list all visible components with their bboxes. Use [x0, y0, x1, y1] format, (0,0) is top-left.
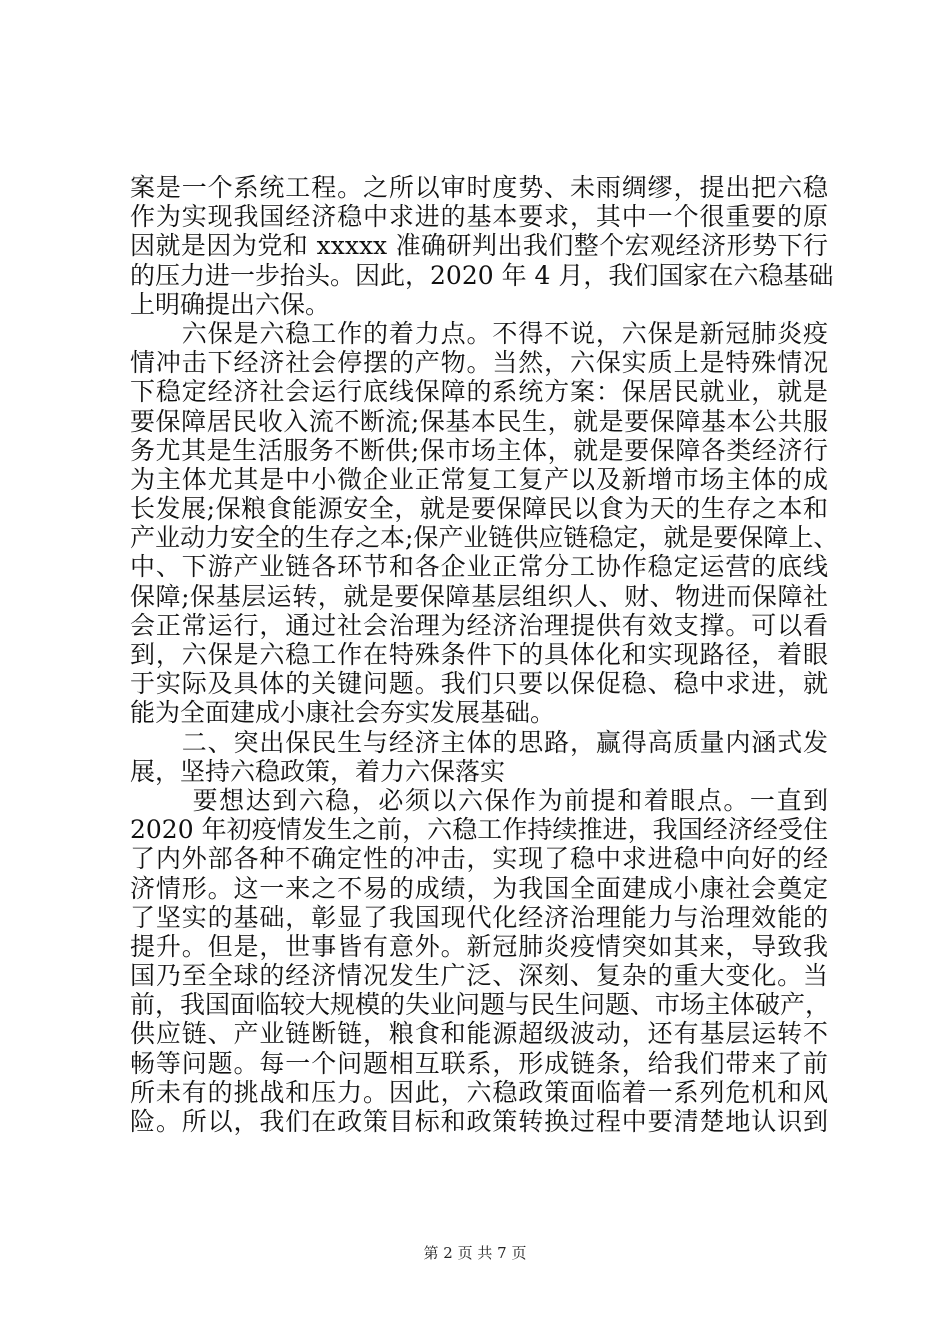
text-line: 的压力进一步抬头。因此，2020 年 4 月，我们国家在六稳基础 — [130, 260, 834, 290]
document-body — [130, 173, 839, 1136]
text-line: 保障;保基层运转，就是要保障基层组织人、财、物进而保障社 — [130, 581, 828, 611]
text-line: 所未有的挑战和压力。因此，六稳政策面临着一系列危机和风 — [130, 1077, 828, 1107]
text-line: 案是一个系统工程。之所以审时度势、未雨绸缪，提出把六稳 — [130, 173, 828, 202]
text-line: 畅等问题。每一个问题相互联系，形成链条，给我们带来了前 — [130, 1048, 828, 1078]
text-line: 产业动力安全的生存之本;保产业链供应链稳定，就是要保障上、 — [130, 523, 839, 553]
text-line: 中、下游产业链各环节和各企业正常分工协作稳定运营的底线 — [130, 552, 828, 582]
text-line: 到，六保是六稳工作在特殊条件下的具体化和实现路径，着眼 — [130, 640, 828, 669]
text-line: 供应链、产业链断链，粮食和能源超级波动，还有基层运转不 — [130, 1019, 828, 1049]
text-line: 前，我国面临较大规模的失业问题与民生问题、市场主体破产， — [130, 990, 831, 1020]
text-line: 展，坚持六稳政策，着力六保落实 — [130, 756, 506, 786]
text-line: 2020 年初疫情发生之前，六稳工作持续推进，我国经济经受住 — [130, 815, 828, 845]
text-line: 务尤其是生活服务不断供;保市场主体，就是要保障各类经济行 — [130, 435, 828, 465]
page-footer: 第 2 页 共 7 页 — [423, 1244, 527, 1262]
text-line: 因就是因为党和 xxxxx 准确研判出我们整个宏观经济形势下行 — [130, 231, 828, 261]
text-line: 二、突出保民生与经济主体的思路，赢得高质量内涵式发 — [130, 727, 828, 757]
text-line: 为主体尤其是中小微企业正常复工复产以及新增市场主体的成 — [130, 464, 828, 494]
text-line: 上明确提出六保。 — [130, 289, 331, 319]
text-line: 要保障居民收入流不断流;保基本民生，就是要保障基本公共服 — [130, 406, 828, 436]
text-line: 国乃至全球的经济情况发生广泛、深刻、复杂的重大变化。当 — [130, 961, 828, 991]
text-line: 险。所以，我们在政策目标和政策转换过程中要清楚地认识到 — [130, 1107, 828, 1136]
text-line: 作为实现我国经济稳中求进的基本要求，其中一个很重要的原 — [130, 202, 828, 232]
text-line: 要想达到六稳，必须以六保作为前提和着眼点。一直到 — [130, 785, 828, 815]
text-line: 能为全面建成小康社会夯实发展基础。 — [130, 698, 556, 728]
text-line: 于实际及具体的关键问题。我们只要以保促稳、稳中求进，就 — [130, 669, 828, 699]
text-line: 情冲击下经济社会停摆的产物。当然，六保实质上是特殊情况 — [130, 348, 828, 378]
text-line: 济情形。这一来之不易的成绩，为我国全面建成小康社会奠定 — [130, 873, 828, 903]
text-line: 会正常运行，通过社会治理为经济治理提供有效支撑。可以看 — [130, 610, 828, 640]
text-line: 下稳定经济社会运行底线保障的系统方案：保居民就业，就是 — [130, 377, 828, 407]
text-line: 提升。但是，世事皆有意外。新冠肺炎疫情突如其来，导致我 — [130, 931, 828, 961]
text-line: 六保是六稳工作的着力点。不得不说，六保是新冠肺炎疫 — [130, 318, 828, 348]
text-line: 了内外部各种不确定性的冲击，实现了稳中求进稳中向好的经 — [130, 844, 828, 874]
text-line: 了坚实的基础，彰显了我国现代化经济治理能力与治理效能的 — [130, 902, 828, 932]
text-line: 长发展;保粮食能源安全，就是要保障民以食为天的生存之本和 — [130, 494, 828, 524]
